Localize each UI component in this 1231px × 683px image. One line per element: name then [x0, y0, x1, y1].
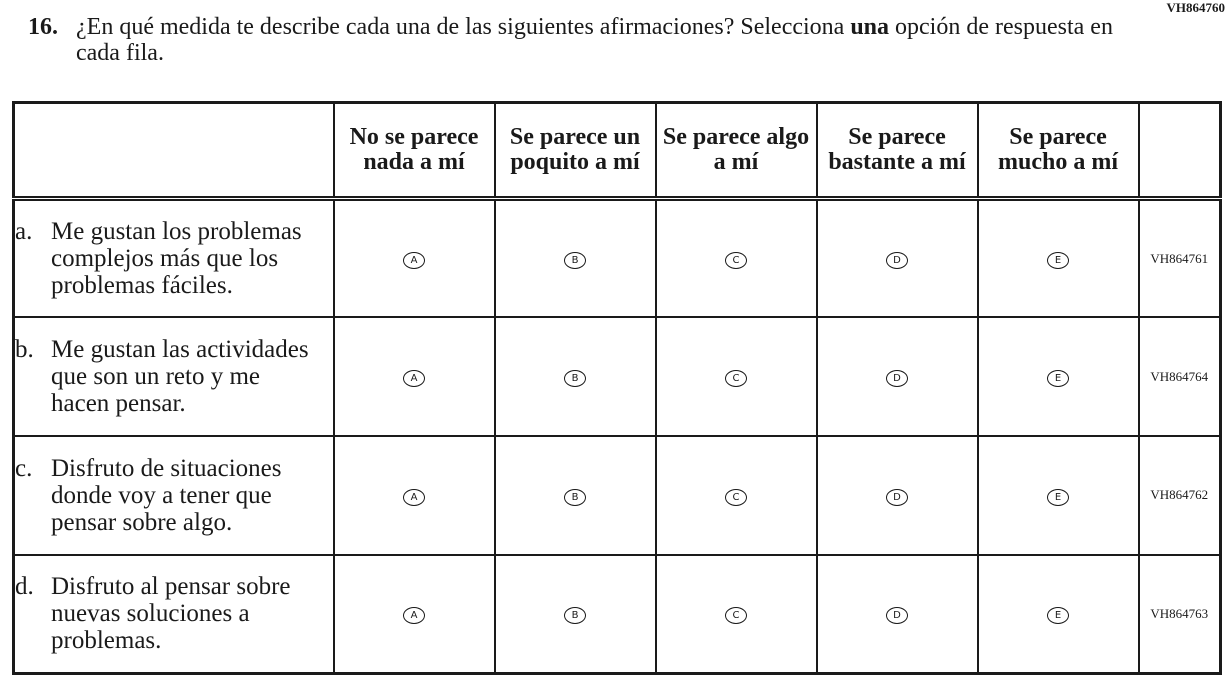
answer-bubble-e[interactable]: E: [1047, 607, 1069, 624]
question-text-emphasis: una: [850, 14, 890, 40]
answer-bubble-d[interactable]: D: [886, 607, 908, 624]
statement-text: Disfruto de situaciones donde voy a tener que pensar sobre algo.: [51, 454, 282, 536]
column-header: Se parece algo a mí: [656, 103, 817, 199]
answer-bubble-a[interactable]: A: [403, 252, 425, 269]
option-cell: [656, 555, 817, 674]
statement-text: Me gustan las actividades que son un reto y me hacen pensar.: [51, 336, 309, 418]
header-id-blank: [1139, 103, 1221, 199]
answer-bubble-a[interactable]: A: [403, 489, 425, 506]
column-header: No se parece nada a mí: [334, 103, 495, 199]
row-item-id: VH864764: [1139, 317, 1221, 436]
option-cell: [656, 199, 817, 318]
option-cell: [978, 199, 1139, 318]
option-cell: [978, 436, 1139, 555]
statement-cell: [14, 436, 334, 555]
option-cell: [495, 199, 656, 318]
option-cell: [817, 199, 978, 318]
answer-bubble-c[interactable]: C: [725, 252, 747, 269]
statement-letter: d.: [15, 573, 34, 601]
table-row: [14, 555, 1221, 674]
option-cell: [334, 555, 495, 674]
option-cell: [656, 317, 817, 436]
row-item-id: VH864761: [1139, 199, 1221, 318]
statement-letter: c.: [15, 454, 33, 482]
option-cell: [495, 555, 656, 674]
table-row: [14, 436, 1221, 555]
response-grid: [12, 101, 1222, 675]
statement-cell: [14, 555, 334, 674]
question: [28, 14, 1128, 66]
option-cell: [817, 436, 978, 555]
answer-bubble-a[interactable]: A: [403, 370, 425, 387]
answer-bubble-c[interactable]: C: [725, 370, 747, 387]
option-cell: [334, 317, 495, 436]
option-cell: [978, 317, 1139, 436]
answer-bubble-d[interactable]: D: [886, 370, 908, 387]
option-cell: [817, 555, 978, 674]
option-cell: [334, 199, 495, 318]
column-header: Se parece un poquito a mí: [495, 103, 656, 199]
question-text: [76, 14, 1128, 66]
option-cell: [656, 436, 817, 555]
statement-cell: [14, 199, 334, 318]
option-cell: [978, 555, 1139, 674]
option-cell: [817, 317, 978, 436]
table-row: [14, 317, 1221, 436]
statement-text: Me gustan los problemas complejos más que los problemas fáciles.: [51, 218, 302, 300]
question-text-after: opción de respuesta en cada fila.: [76, 14, 1113, 66]
question-text-before: ¿En qué medida te describe cada una de las siguientes afirmaciones? Selecciona: [76, 14, 851, 40]
answer-bubble-c[interactable]: C: [725, 489, 747, 506]
answer-bubble-d[interactable]: D: [886, 252, 908, 269]
row-item-id: VH864762: [1139, 436, 1221, 555]
item-id: VH864760: [1166, 0, 1225, 15]
header-row: [14, 103, 1221, 199]
table-row: [14, 199, 1221, 318]
statement-letter: a.: [15, 218, 33, 246]
answer-bubble-c[interactable]: C: [725, 607, 747, 624]
answer-bubble-b[interactable]: B: [564, 252, 586, 269]
answer-bubble-a[interactable]: A: [403, 607, 425, 624]
row-item-id: VH864763: [1139, 555, 1221, 674]
option-cell: [495, 436, 656, 555]
header-blank: [14, 103, 334, 199]
statement-letter: b.: [15, 336, 34, 364]
answer-bubble-e[interactable]: E: [1047, 489, 1069, 506]
option-cell: [334, 436, 495, 555]
column-header: Se parece bastante a mí: [817, 103, 978, 199]
statement-cell: [14, 317, 334, 436]
answer-bubble-b[interactable]: B: [564, 370, 586, 387]
option-cell: [495, 317, 656, 436]
answer-bubble-b[interactable]: B: [564, 489, 586, 506]
answer-bubble-b[interactable]: B: [564, 607, 586, 624]
statement-text: Disfruto al pensar sobre nuevas soluciones a problemas.: [51, 573, 291, 655]
answer-bubble-e[interactable]: E: [1047, 370, 1069, 387]
question-number: 16.: [28, 14, 58, 40]
answer-bubble-d[interactable]: D: [886, 489, 908, 506]
answer-bubble-e[interactable]: E: [1047, 252, 1069, 269]
column-header: Se parece mucho a mí: [978, 103, 1139, 199]
